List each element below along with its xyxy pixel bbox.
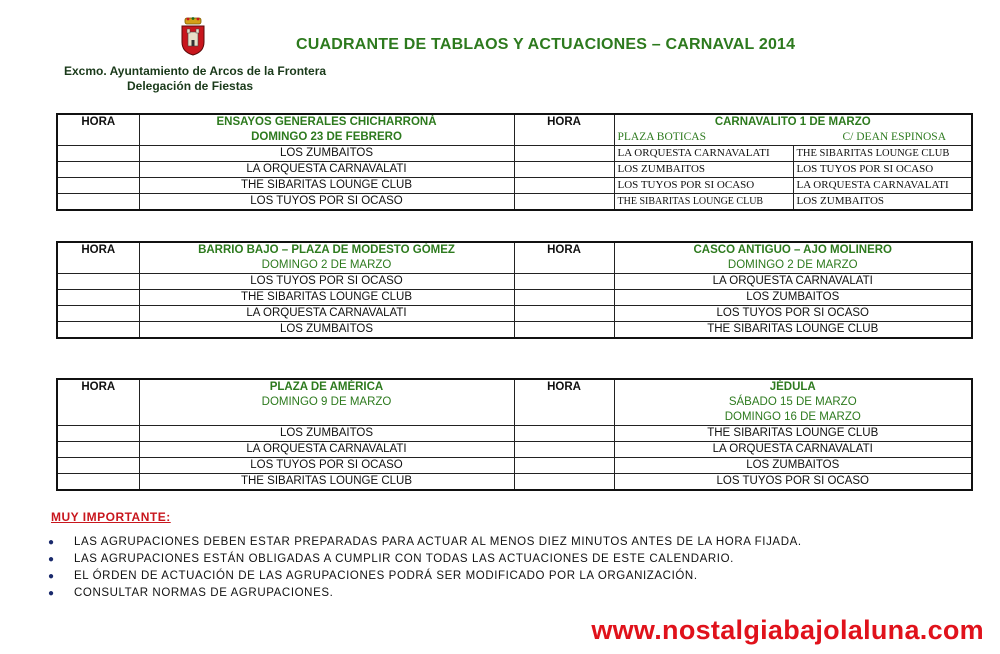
performer-cell: LOS TUYOS POR SI OCASO bbox=[614, 178, 793, 194]
performer-cell: LOS TUYOS POR SI OCASO bbox=[139, 274, 514, 290]
hora-header: HORA bbox=[514, 379, 614, 426]
performer-cell: THE SIBARITAS LOUNGE CLUB bbox=[139, 178, 514, 194]
venue-header-right bbox=[614, 379, 972, 426]
performer-cell: LOS ZUMBAITOS bbox=[614, 458, 972, 474]
hora-cell bbox=[514, 442, 614, 458]
performer-cell: LA ORQUESTA CARNAVALATI bbox=[139, 306, 514, 322]
performer-cell: THE SIBARITAS LOUNGE CLUB bbox=[614, 322, 972, 339]
list-item bbox=[48, 585, 802, 602]
hora-cell bbox=[57, 178, 139, 194]
performer-cell: THE SIBARITAS LOUNGE CLUB bbox=[139, 474, 514, 491]
list-item bbox=[48, 568, 802, 585]
hora-cell bbox=[514, 274, 614, 290]
hora-cell bbox=[57, 474, 139, 491]
table-row bbox=[57, 306, 972, 322]
venue-header-left bbox=[139, 114, 514, 146]
venue-header-right bbox=[614, 114, 972, 146]
performer-cell: LOS ZUMBAITOS bbox=[139, 322, 514, 339]
hora-cell bbox=[57, 322, 139, 339]
bullet-icon: ● bbox=[48, 554, 55, 565]
schedule-table-1 bbox=[56, 113, 973, 211]
table-row bbox=[57, 290, 972, 306]
page-title: CUADRANTE DE TABLAOS Y ACTUACIONES – CARNAVAL 2014 bbox=[296, 36, 796, 53]
hora-cell bbox=[57, 442, 139, 458]
table-row bbox=[57, 162, 972, 178]
table-row bbox=[57, 194, 972, 211]
note-text: LAS AGRUPACIONES DEBEN ESTAR PREPARADAS PARA ACTUAR AL MENOS DIEZ MINUTOS ANTES DE LA HORA FIJADA. bbox=[74, 536, 802, 548]
performer-cell: LA ORQUESTA CARNAVALATI bbox=[139, 442, 514, 458]
note-text: CONSULTAR NORMAS DE AGRUPACIONES. bbox=[74, 587, 334, 599]
venue-header-left bbox=[139, 379, 514, 426]
hora-cell bbox=[57, 162, 139, 178]
venue-sub-b: C/ DEAN ESPINOSA bbox=[842, 131, 947, 143]
note-text: EL ÓRDEN DE ACTUACIÓN DE LAS AGRUPACIONES PODRÁ SER MODIFICADO POR LA ORGANIZACIÓN. bbox=[74, 570, 698, 582]
performer-cell: LA ORQUESTA CARNAVALATI bbox=[139, 162, 514, 178]
venue-date: DOMINGO 16 DE MARZO bbox=[724, 411, 861, 423]
bullet-icon: ● bbox=[48, 537, 55, 548]
important-notes bbox=[48, 534, 802, 602]
performer-cell: LOS TUYOS POR SI OCASO bbox=[793, 162, 972, 178]
hora-cell bbox=[514, 426, 614, 442]
table-row bbox=[57, 426, 972, 442]
venue-title: CARNAVALITO 1 DE MARZO bbox=[714, 116, 871, 128]
list-item bbox=[48, 551, 802, 568]
performer-cell: THE SIBARITAS LOUNGE CLUB bbox=[614, 194, 793, 211]
hora-header: HORA bbox=[514, 242, 614, 274]
performer-cell: THE SIBARITAS LOUNGE CLUB bbox=[793, 146, 972, 162]
venue-title: ENSAYOS GENERALES CHICHARRONÁ bbox=[216, 116, 437, 128]
hora-cell bbox=[514, 474, 614, 491]
table-row bbox=[57, 322, 972, 339]
venue-title: JÉDULA bbox=[769, 381, 816, 393]
hora-cell bbox=[57, 290, 139, 306]
venue-title: CASCO ANTIGUO – AJO MOLINERO bbox=[693, 244, 892, 256]
performer-cell: LA ORQUESTA CARNAVALATI bbox=[614, 146, 793, 162]
hora-cell bbox=[514, 146, 614, 162]
hora-cell bbox=[514, 178, 614, 194]
performer-cell: LOS TUYOS POR SI OCASO bbox=[614, 474, 972, 491]
hora-cell bbox=[514, 458, 614, 474]
hora-cell bbox=[514, 194, 614, 211]
bullet-icon: ● bbox=[48, 571, 55, 582]
bullet-icon: ● bbox=[48, 588, 55, 599]
list-item bbox=[48, 534, 802, 551]
performer-cell: LOS ZUMBAITOS bbox=[614, 290, 972, 306]
performer-cell: LA ORQUESTA CARNAVALATI bbox=[614, 274, 972, 290]
table-header-row bbox=[57, 379, 972, 426]
venue-date: DOMINGO 23 DE FEBRERO bbox=[251, 131, 402, 143]
venue-date: DOMINGO 2 DE MARZO bbox=[727, 259, 858, 271]
hora-cell bbox=[514, 306, 614, 322]
hora-header: HORA bbox=[57, 242, 139, 274]
venue-title: BARRIO BAJO – PLAZA DE MODESTO GÓMEZ bbox=[198, 244, 455, 256]
hora-header: HORA bbox=[57, 114, 139, 146]
performer-cell: LOS ZUMBAITOS bbox=[139, 146, 514, 162]
performer-cell: LOS TUYOS POR SI OCASO bbox=[139, 194, 514, 211]
hora-cell bbox=[57, 306, 139, 322]
hora-cell bbox=[57, 426, 139, 442]
venue-header-right bbox=[614, 242, 972, 274]
table-row bbox=[57, 274, 972, 290]
hora-cell bbox=[514, 322, 614, 339]
performer-cell: LOS ZUMBAITOS bbox=[139, 426, 514, 442]
performer-cell: LOS TUYOS POR SI OCASO bbox=[614, 306, 972, 322]
hora-header: HORA bbox=[57, 379, 139, 426]
table-row bbox=[57, 178, 972, 194]
venue-header-left bbox=[139, 242, 514, 274]
table-header-row bbox=[57, 242, 972, 274]
hora-header: HORA bbox=[514, 114, 614, 146]
venue-subheaders bbox=[618, 130, 969, 145]
table-row bbox=[57, 458, 972, 474]
hora-cell bbox=[57, 458, 139, 474]
performer-cell: LA ORQUESTA CARNAVALATI bbox=[793, 178, 972, 194]
schedule-table-2 bbox=[56, 241, 973, 339]
venue-sub-a: PLAZA BOTICAS bbox=[617, 131, 706, 143]
venue-title: PLAZA DE AMÉRICA bbox=[269, 381, 384, 393]
coat-of-arms-icon bbox=[178, 16, 208, 56]
venue-date: DOMINGO 2 DE MARZO bbox=[261, 259, 392, 271]
table-row bbox=[57, 146, 972, 162]
performer-cell: LOS ZUMBAITOS bbox=[793, 194, 972, 211]
important-heading: MUY IMPORTANTE: bbox=[51, 510, 171, 524]
performer-cell: LOS ZUMBAITOS bbox=[614, 162, 793, 178]
schedule-table-3 bbox=[56, 378, 973, 491]
note-text: LAS AGRUPACIONES ESTÁN OBLIGADAS A CUMPLIR CON TODAS LAS ACTUACIONES DE ESTE CALENDARIO. bbox=[74, 553, 734, 565]
table-row bbox=[57, 474, 972, 491]
hora-cell bbox=[57, 274, 139, 290]
hora-cell bbox=[57, 146, 139, 162]
hora-cell bbox=[514, 162, 614, 178]
performer-cell: LA ORQUESTA CARNAVALATI bbox=[614, 442, 972, 458]
organization-name: Excmo. Ayuntamiento de Arcos de la Frontera bbox=[64, 64, 327, 78]
venue-date: DOMINGO 9 DE MARZO bbox=[261, 396, 392, 408]
performer-cell: THE SIBARITAS LOUNGE CLUB bbox=[614, 426, 972, 442]
performer-cell: LOS TUYOS POR SI OCASO bbox=[139, 458, 514, 474]
organization-department: Delegación de Fiestas bbox=[127, 79, 254, 93]
table-row bbox=[57, 442, 972, 458]
table-header-row bbox=[57, 114, 972, 146]
performer-cell: THE SIBARITAS LOUNGE CLUB bbox=[139, 290, 514, 306]
website-watermark: www.nostalgiabajolaluna.com bbox=[591, 615, 984, 645]
hora-cell bbox=[514, 290, 614, 306]
hora-cell bbox=[57, 194, 139, 211]
venue-date: SÁBADO 15 DE MARZO bbox=[728, 396, 857, 408]
